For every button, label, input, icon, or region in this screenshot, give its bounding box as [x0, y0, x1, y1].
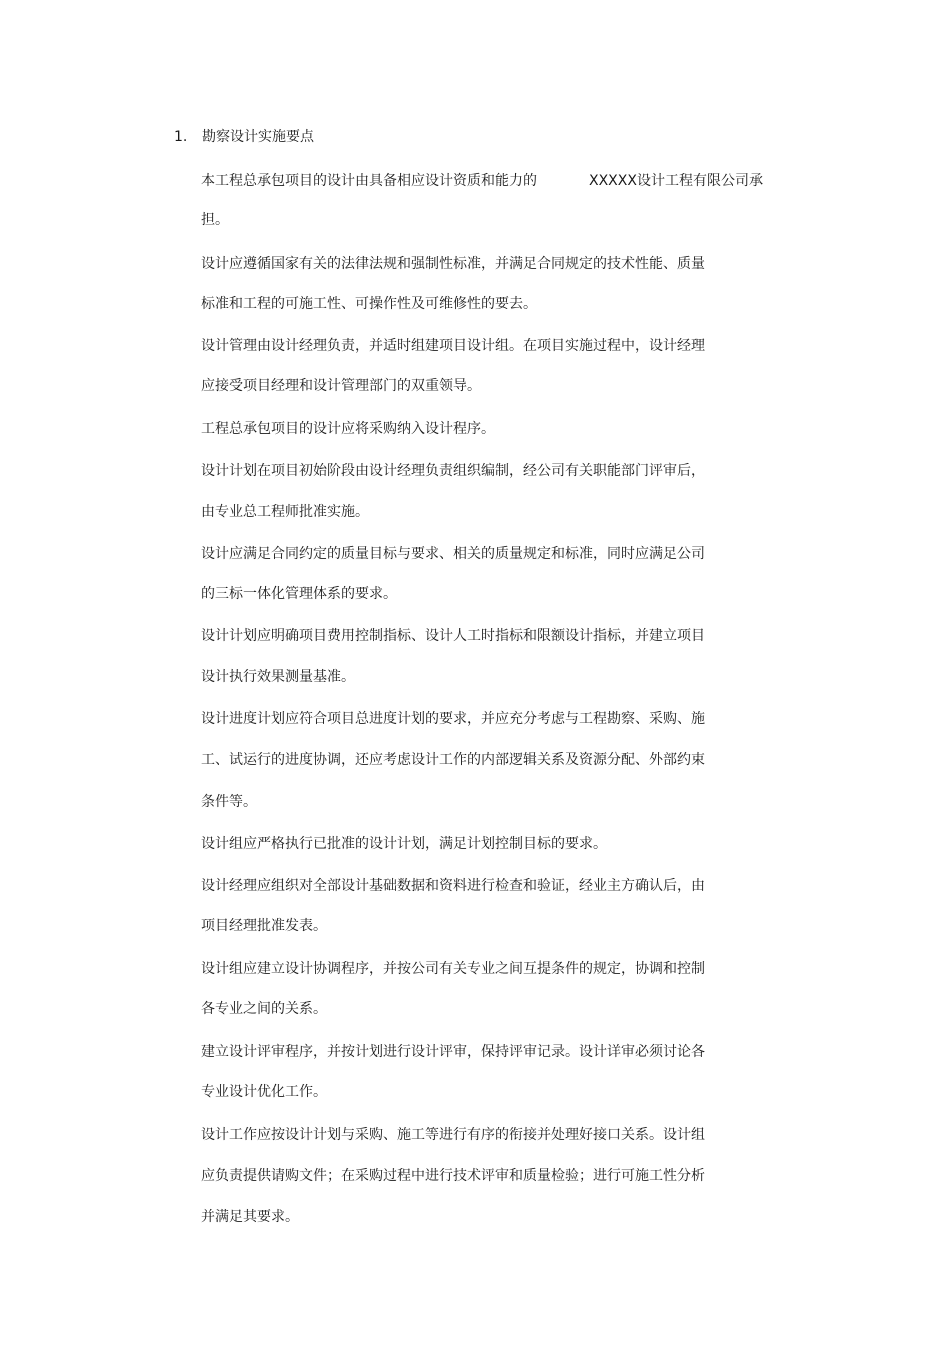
section-heading — [174, 126, 314, 148]
paragraph-line: 设计管理由设计经理负责，并适时组建项目设计组。在项目实施过程中，设计经理 — [201, 338, 705, 354]
line-text-continued: XXXXX设计工程有限公司承 — [589, 173, 763, 189]
paragraph-line: 建立设计评审程序，并按计划进行设计评审，保持评审记录。设计详审必须讨论各 — [201, 1044, 705, 1060]
paragraph-line: 设计组应建立设计协调程序，并按公司有关专业之间互提条件的规定，协调和控制 — [201, 961, 705, 977]
paragraph-line: 设计计划应明确项目费用控制指标、设计人工时指标和限额设计指标，并建立项目 — [201, 628, 705, 644]
paragraph-line: 设计工作应按设计计划与采购、施工等进行有序的衔接并处理好接口关系。设计组 — [201, 1127, 705, 1143]
paragraph-line: 设计经理应组织对全部设计基础数据和资料进行检查和验证，经业主方确认后，由 — [201, 878, 705, 894]
paragraph-line: 应接受项目经理和设计管理部门的双重领导。 — [201, 378, 481, 394]
paragraph-line: 各专业之间的关系。 — [201, 1001, 327, 1017]
paragraph-line: 设计组应严格执行已批准的设计计划，满足计划控制目标的要求。 — [201, 836, 607, 852]
paragraph-line: 设计进度计划应符合项目总进度计划的要求，并应充分考虑与工程勘察、采购、施 — [201, 711, 705, 727]
paragraph-line: 条件等。 — [201, 794, 257, 810]
paragraph-line: 工、试运行的进度协调，还应考虑设计工作的内部逻辑关系及资源分配、外部约束 — [201, 752, 705, 768]
paragraph-line: 的三标一体化管理体系的要求。 — [201, 586, 397, 602]
paragraph-line: 并满足其要求。 — [201, 1209, 299, 1225]
line-text: 本工程总承包项目的设计由具备相应设计资质和能力的 — [201, 173, 537, 189]
paragraph-line: 设计应满足合同约定的质量目标与要求、相关的质量规定和标准，同时应满足公司 — [201, 546, 705, 562]
paragraph-line: 应负责提供请购文件；在采购过程中进行技术评审和质量检验；进行可施工性分析 — [201, 1168, 705, 1184]
section-title: 勘察设计实施要点 — [202, 129, 314, 145]
paragraph-line: 由专业总工程师批准实施。 — [201, 504, 369, 520]
section-number: 1. — [174, 129, 188, 145]
paragraph-line — [201, 170, 763, 192]
paragraph-line: 标准和工程的可施工性、可操作性及可维修性的要去。 — [201, 296, 537, 312]
paragraph-line: 设计应遵循国家有关的法律法规和强制性标准，并满足合同规定的技术性能、质量 — [201, 256, 705, 272]
paragraph-line: 工程总承包项目的设计应将采购纳入设计程序。 — [201, 421, 495, 437]
paragraph-line: 专业设计优化工作。 — [201, 1084, 327, 1100]
paragraph-line: 设计执行效果测量基准。 — [201, 669, 355, 685]
paragraph-line: 设计计划在项目初始阶段由设计经理负责组织编制，经公司有关职能部门评审后， — [201, 463, 705, 479]
paragraph-line: 项目经理批准发表。 — [201, 918, 327, 934]
paragraph-line: 担。 — [201, 212, 229, 228]
